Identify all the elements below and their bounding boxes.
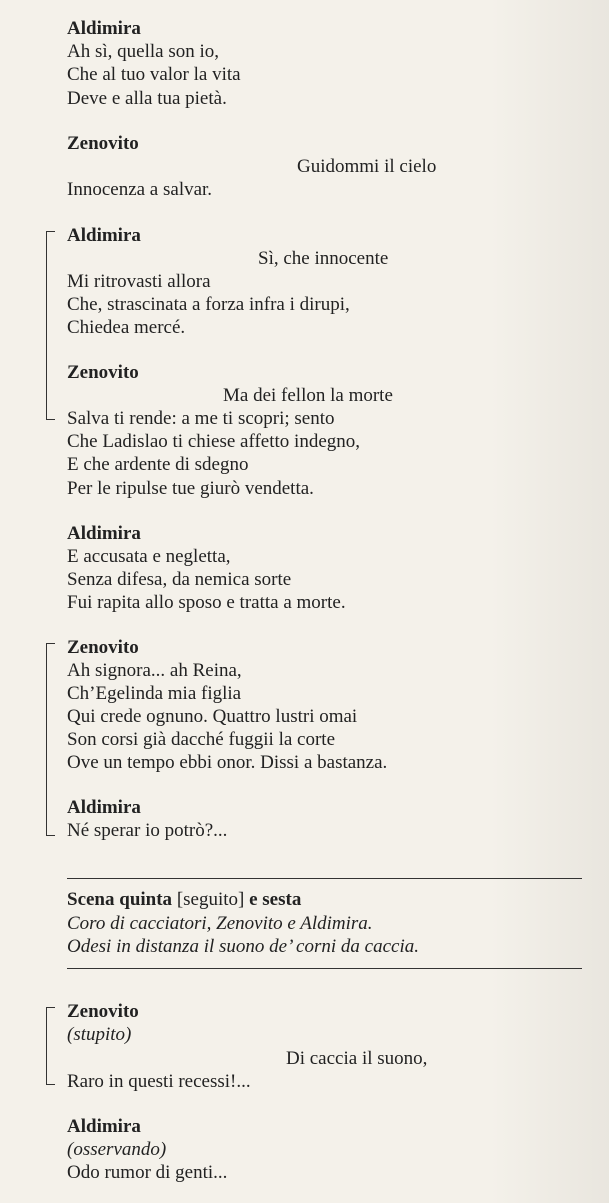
speaker-aldimira: Aldimira [67, 797, 141, 818]
stage-direction: (stupito) [67, 1024, 132, 1045]
speaker-aldimira: Aldimira [67, 523, 141, 544]
scene-cast: Coro di cacciatori, Zenovito e Aldimira. [67, 913, 373, 934]
stage-direction: Odesi in distanza il suono de’ corni da caccia. [67, 936, 419, 957]
verse-line: Salva ti rende: a me ti scopri; sento [67, 408, 335, 429]
verse-line: Innocenza a salvar. [67, 179, 213, 200]
verse-line: E che ardente di sdegno [67, 454, 249, 475]
verse-line: Raro in questi recessi!... [67, 1071, 251, 1092]
scene-rule-bottom [67, 968, 582, 969]
verse-line: Son corsi già dacché fuggii la corte [67, 729, 336, 750]
verse-line: Odo rumor di genti... [67, 1162, 228, 1183]
scene-title: Scena quinta [67, 889, 173, 910]
speaker-aldimira: Aldimira [67, 18, 141, 39]
scene-title-continued: e sesta [249, 889, 302, 910]
verse-line-indented: Sì, che innocente [258, 248, 389, 269]
scene-heading [67, 888, 301, 912]
verse-line: E accusata e negletta, [67, 546, 231, 567]
speaker-aldimira: Aldimira [67, 225, 141, 246]
verse-line: Che Ladislao ti chiese affetto indegno, [67, 431, 361, 452]
verse-line: Senza difesa, da nemica sorte [67, 569, 292, 590]
verse-line: Ove un tempo ebbi onor. Dissi a bastanza. [67, 752, 388, 773]
verse-line: Mi ritrovasti allora [67, 271, 211, 292]
scene-note: [seguito] [176, 889, 245, 910]
verse-line: Deve e alla tua pietà. [67, 88, 227, 109]
verse-line-indented: Ma dei fellon la morte [223, 385, 393, 406]
verse-line: Chiedea mercé. [67, 317, 186, 338]
verse-line: Ch’Egelinda mia figlia [67, 683, 242, 704]
stage-direction: (osservando) [67, 1139, 167, 1160]
verse-line: Per le ripulse tue giurò vendetta. [67, 478, 314, 499]
verse-line: Fui rapita allo sposo e tratta a morte. [67, 592, 346, 613]
verse-line: Che al tuo valor la vita [67, 64, 241, 85]
passage-bracket [46, 1007, 55, 1085]
speaker-aldimira: Aldimira [67, 1116, 141, 1137]
verse-line: Qui crede ognuno. Quattro lustri omai [67, 706, 358, 727]
verse-line: Ah sì, quella son io, [67, 41, 219, 62]
passage-bracket [46, 643, 55, 836]
verse-line-indented: Guidommi il cielo [297, 156, 437, 177]
verse-line: Che, strascinata a forza infra i dirupi, [67, 294, 350, 315]
speaker-zenovito: Zenovito [67, 637, 139, 658]
speaker-zenovito: Zenovito [67, 1001, 139, 1022]
verse-line: Ah signora... ah Reina, [67, 660, 242, 681]
speaker-zenovito: Zenovito [67, 362, 139, 383]
scene-rule-top [67, 878, 582, 879]
passage-bracket [46, 231, 55, 420]
verse-line-indented: Di caccia il suono, [286, 1048, 428, 1069]
verse-line: Né sperar io potrò?... [67, 820, 228, 841]
speaker-zenovito: Zenovito [67, 133, 139, 154]
